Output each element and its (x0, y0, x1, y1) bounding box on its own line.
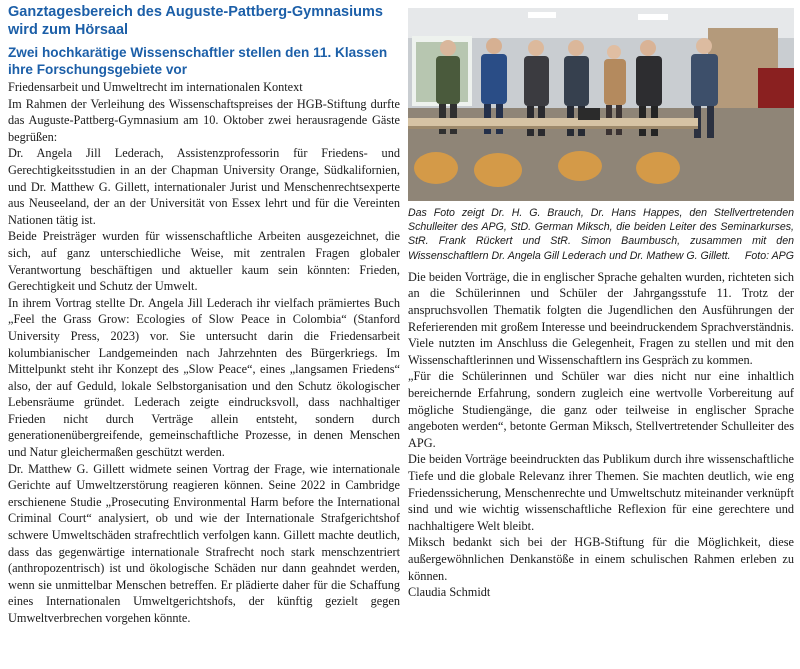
section-title: Friedensarbeit und Umweltrecht im internationalen Kontext (8, 80, 303, 94)
group-photo (408, 8, 794, 201)
photo-caption (408, 206, 794, 263)
paragraph: Im Rahmen der Verleihung des Wissenschaftspreises der HGB-Stiftung durfte das Auguste-Pattberg-Gymnasium am 10. Oktober zwei herausragende Gäste begrüßen: (8, 96, 400, 144)
article-subheadline: Zwei hochkarätige Wissenschaftler stellen den 11. Klassen ihre Forschungsgebiete vor (8, 45, 388, 77)
paragraph: Die beiden Vorträge beeindruckten das Publikum durch ihre wissenschaftliche Tiefe und die globale Relevanz ihrer Themen. Sie machten deutlich, wie eng Friedenssicherung, Menschenrechte und Umweltschutz miteinander verknüpft sind und wie wichtig wissenschaftliche Reflexion für eine gerechtere und nachhaltigere Welt bleibt. (408, 452, 794, 533)
photo-credit: Foto: APG (744, 249, 794, 262)
paragraph: „Für die Schülerinnen und Schüler war dies nicht nur eine inhaltlich bereichernde Erfahrung, sondern zugleich eine wertvolle Vorbereitung auf mögliche Studiengänge, die ganz oder teilweise in englischer Sprache angeboten werden“, betonte German Miksch, Stellvertretender Schulleiter des APG. (408, 369, 794, 450)
caption-text: Das Foto zeigt Dr. H. G. Brauch, Dr. Hans Happes, den Stellvertretenden Schulleiter des APG, StD. German Miksch, die beiden Leiter des Seminarkurses, StR. Frank Rückert und StR. Simon Baumbusch, zusammen mit den Wissenschaftlern Dr. Angela Gill Lederach und Dr. Mathew G. Gillett. (408, 207, 794, 262)
paragraph: In ihrem Vortrag stellte Dr. Angela Jill Lederach ihr vielfach prämiertes Buch „Feel the Grass Grow: Ecologies of Slow Peace in Colombia“ (Stanford University Press, 2023) vor. Sie untersucht darin die Friedensarbeit kolumbianischer Landgemeinden nach Jahrzehnten des Bürgerkriegs. Im Mittelpunkt steht ihr Konzept des „Slow Peace“, eines „langsamen Friedens“ also, der auf Geduld, lokale Selbstorganisation und den Schutz ökologischer Lebensräume gründet. Lederach zeigte eindrucksvoll, dass nachhaltiger Frieden nicht durch Verträge allein entsteht, sondern durch generationenübergreifende, gemeinschaftliche Prozesse, in denen Menschen und Natur gleichermaßen geschützt werden. (8, 295, 400, 460)
paragraph: Miksch bedankt sich bei der HGB-Stiftung für die Möglichkeit, diese außergewöhnlichen Denkanstöße in einem schulischen Rahmen erleben zu können. (408, 535, 794, 583)
group-photo-illustration (408, 8, 794, 201)
paragraph: Die beiden Vorträge, die in englischer Sprache gehalten wurden, richteten sich an die Schülerinnen und Schüler der Jahrgangsstufe 11. Trotz der anspruchsvollen Thematik folgten die Jugendlichen den Ausführungen der Referierenden mit großem Interesse und beeindruckendem Sprachverständnis. Viele nutzten im Anschluss die Gelegenheit, Fragen zu stellen und mit den Wissenschaftlerinnen und Wissenschaftlern ins Gespräch zu kommen. (408, 269, 794, 367)
author-name: Claudia Schmidt (408, 585, 491, 600)
left-body (8, 79, 400, 627)
paragraph: Dr. Angela Jill Lederach, Assistenzprofessorin für Friedens- und Gerechtigkeitsstudien in an der Chapman University Orange, Südkalifornien, und Dr. Matthew G. Gillett, internationaler Jurist und Menschenrechtsexperte aus Neuseeland, der an der Universität von Essex lehrt und für die Vereinten Nationen tätig ist. (8, 146, 400, 227)
right-body (408, 269, 794, 601)
right-column (408, 0, 794, 601)
article-headline: Ganztagesbereich des Auguste-Pattberg-Gymnasiums wird zum Hörsaal (8, 4, 383, 38)
paragraph: Beide Preisträger wurden für wissenschaftliche Arbeiten ausgezeichnet, die sich, auf ganz unterschiedliche Weise, mit zentralen Fragen globaler Verantwortung beschäftigen und aktueller kaum sein könnten: Frieden, Gerechtigkeit und Schutz der Umwelt. (8, 229, 400, 294)
left-column (8, 0, 400, 627)
paragraph: Dr. Matthew G. Gillett widmete seinen Vortrag der Frage, wie internationale Gerichte auf Umweltzerstörung reagieren können. Seine 2022 in Cambridge erschienene Studie „Prosecuting Environmental Harm before the International Criminal Court“ analysiert, ob und wie der Internationale Strafgerichtshof schwere Umweltschäden strafrechtlich verfolgen kann. Gillett machte deutlich, dass das gegenwärtige internationale Strafrecht noch stark menschzentriert (anthropozentrisch) ist und ökologische Schäden nur dann geahndet werden, wenn sie unmittelbar Menschen betreffen. Er plädierte daher für die Schaffung eines Internationalen Umweltgerichtshofs, der künftig gezielt gegen Umweltverbrechen vorgehen könnte. (8, 461, 400, 625)
